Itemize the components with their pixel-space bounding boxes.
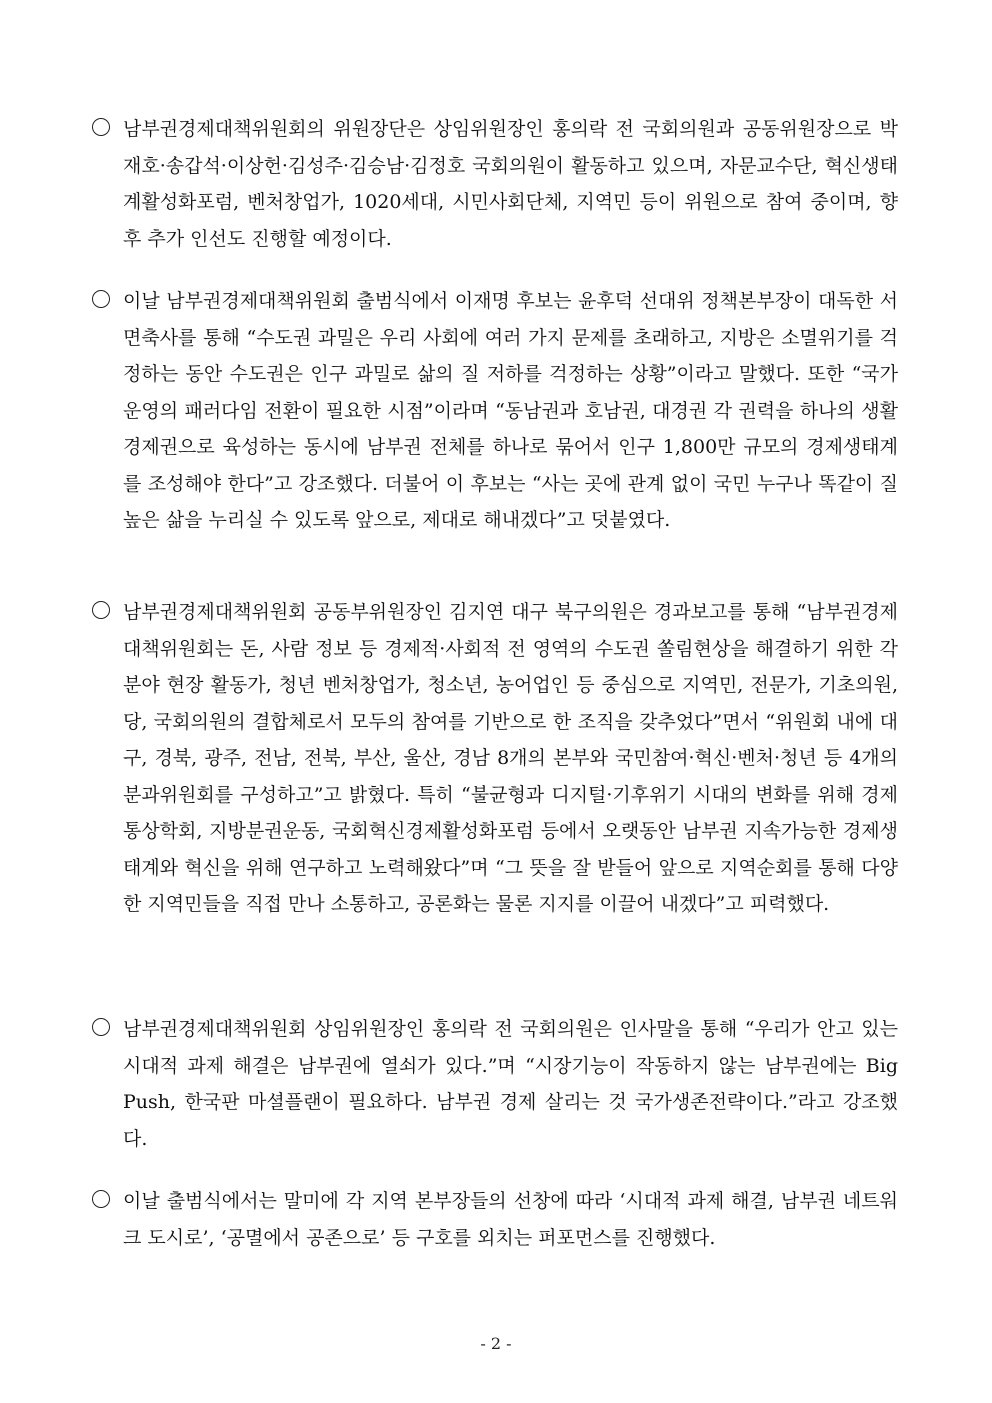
paragraph-text: 남부권경제대책위원회 상임위원장인 홍의락 전 국회의원은 인사말을 통해 “우리가 안고 있는 시대적 과제 해결은 남부권에 열쇠가 있다.”며 “시장기능이 작동하지 않는 남부권에는 Big Push, 한국판 마셜플랜이 필요하다. 남부권 경제 살리는 것 국가생존전략이다.”라고 강조했다. bbox=[123, 1018, 898, 1150]
paragraph-text: 이날 남부권경제대책위원회 출범식에서 이재명 후보는 윤후덕 선대위 정책본부장이 대독한 서면축사를 통해 “수도권 과밀은 우리 사회에 여러 가지 문제를 초래하고, 지방은 소멸위기를 걱정하는 동안 수도권은 인구 과밀로 삶의 질 저하를 걱정하는 상황”이라고 말했다. 또한 “국가 운영의 패러다임 전환이 필요한 시점”이라며 “동남권과 호남권, 대경권 각 권력을 하나의 생활경제권으로 육성하는 동시에 남부권 전체를 하나로 묶어서 인구 1,800만 규모의 경제생태계를 조성해야 한다”고 강조했다. 더불어 이 후보는 “사는 곳에 관계 없이 국민 누구나 똑같이 질 높은 삶을 누리실 수 있도록 앞으로, 제대로 해내겠다”고 덧붙였다. bbox=[123, 290, 898, 531]
paragraph-progress-report bbox=[92, 594, 898, 923]
circle-bullet-icon bbox=[92, 1018, 110, 1036]
circle-bullet-icon bbox=[92, 601, 110, 619]
paragraph-text: 이날 출범식에서는 말미에 각 지역 본부장들의 선창에 따라 ‘시대적 과제 해결, 남부권 네트워크 도시로’, ‘공멸에서 공존으로’ 등 구호를 외치는 퍼포먼스를 진행했다. bbox=[123, 1190, 898, 1249]
page-number: - 2 - bbox=[480, 1334, 512, 1353]
paragraph-launch-congratulations bbox=[92, 283, 898, 539]
paragraph-committee-leadership bbox=[92, 111, 898, 257]
paragraph-greeting bbox=[92, 1011, 898, 1157]
paragraph-performance bbox=[92, 1183, 898, 1256]
circle-bullet-icon bbox=[92, 290, 110, 308]
paragraph-text: 남부권경제대책위원회의 위원장단은 상임위원장인 홍의락 전 국회의원과 공동위원장으로 박재호·송갑석·이상헌·김성주·김승남·김정호 국회의원이 활동하고 있으며, 자문교수단, 혁신생태계활성화포럼, 벤처창업가, 1020세대, 시민사회단체, 지역민 등이 위원으로 참여 중이며, 향후 추가 인선도 진행할 예정이다. bbox=[123, 118, 898, 250]
circle-bullet-icon bbox=[92, 118, 110, 136]
paragraph-text: 남부권경제대책위원회 공동부위원장인 김지연 대구 북구의원은 경과보고를 통해 “남부권경제대책위원회는 돈, 사람 정보 등 경제적·사회적 전 영역의 수도권 쏠림현상을 해결하기 위한 각 분야 현장 활동가, 청년 벤처창업가, 청소년, 농어업인 등 중심으로 지역민, 전문가, 기초의원, 당, 국회의원의 결합체로서 모두의 참여를 기반으로 한 조직을 갖추었다”면서 “위원회 내에 대구, 경북, 광주, 전남, 전북, 부산, 울산, 경남 8개의 본부와 국민참여·혁신·벤처·청년 등 4개의 분과위원회를 구성하고”고 밝혔다. 특히 “불균형과 디지털·기후위기 시대의 변화를 위해 경제통상학회, 지방분권운동, 국회혁신경제활성화포럼 등에서 오랫동안 남부권 지속가능한 경제생태계와 혁신을 위해 연구하고 노력해왔다”며 “그 뜻을 잘 받들어 앞으로 지역순회를 통해 다양한 지역민들을 직접 만나 소통하고, 공론화는 물론 지지를 이끌어 내겠다”고 피력했다. bbox=[123, 601, 898, 915]
circle-bullet-icon bbox=[92, 1190, 110, 1208]
